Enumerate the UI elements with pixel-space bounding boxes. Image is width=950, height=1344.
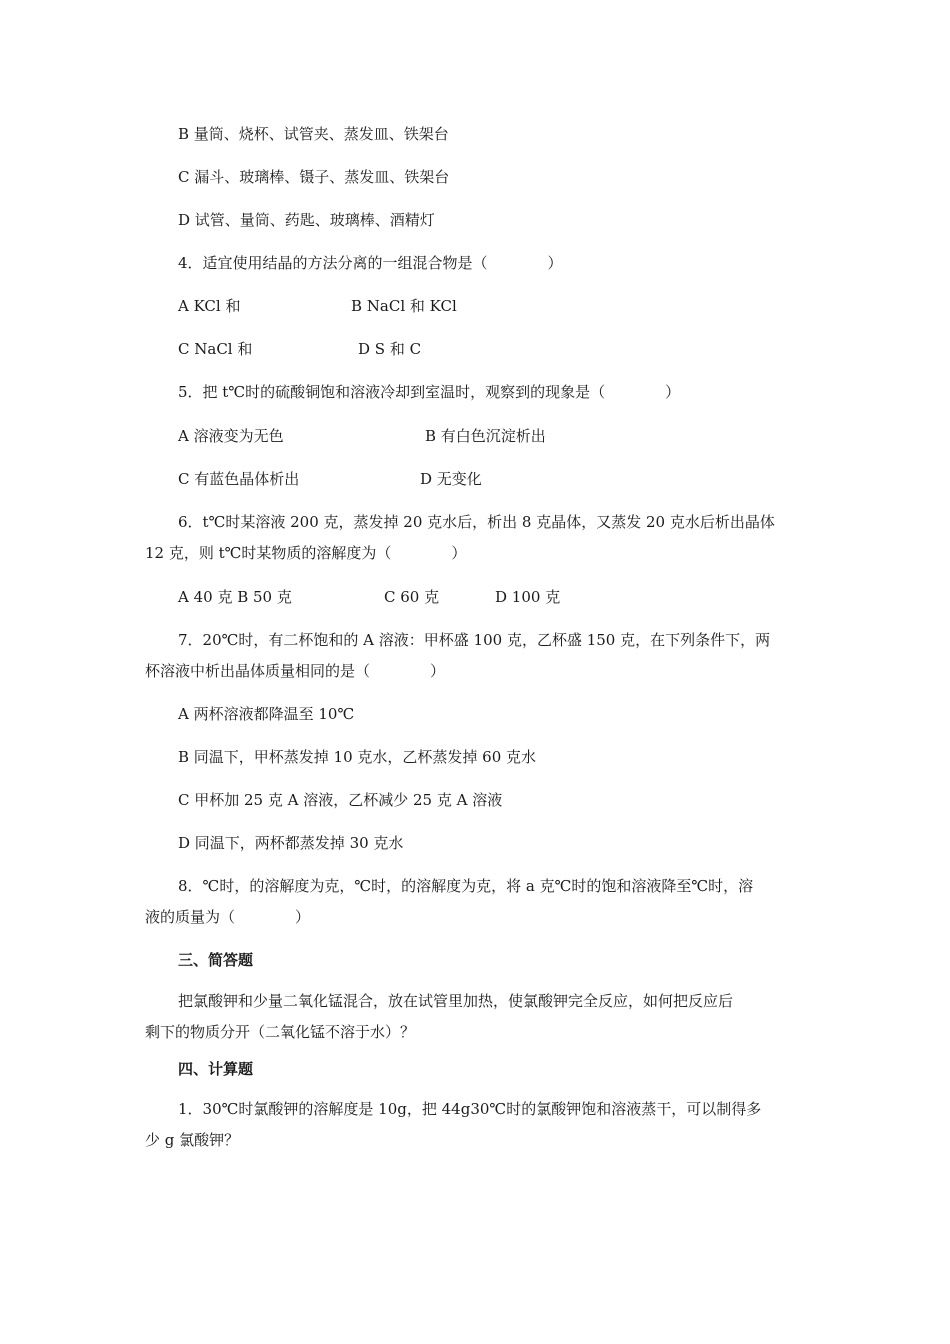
q5-stem: 5．把 t℃时的硫酸铜饱和溶液冷却到室温时，观察到的现象是（ ）	[178, 383, 681, 401]
q3-option-d: D 试管、量筒、药匙、玻璃棒、酒精灯	[178, 211, 435, 229]
q8-stem-line2: 液的质量为（ ）	[145, 908, 311, 926]
q5-option-d: D 无变化	[420, 470, 482, 488]
q7-option-d: D 同温下，两杯都蒸发掉 30 克水	[178, 834, 404, 852]
q8-stem-line1: 8．℃时，的溶解度为克，℃时，的溶解度为克，将 a 克℃时的饱和溶液降至℃时，溶	[178, 877, 754, 895]
q4-stem: 4．适宜使用结晶的方法分离的一组混合物是（ ）	[178, 254, 563, 272]
q6-option-c: C 60 克	[384, 588, 440, 606]
q4-option-a: A KCl 和	[178, 297, 241, 315]
calculation-q1-line2: 少 g 氯酸钾？	[145, 1131, 240, 1149]
q5-option-c: C 有蓝色晶体析出	[178, 470, 300, 488]
q7-stem-line1: 7．20℃时，有二杯饱和的 A 溶液：甲杯盛 100 克，乙杯盛 150 克，在下列条件下，两	[178, 631, 771, 649]
short-answer-text-line2: 剩下的物质分开（二氧化锰不溶于水）？	[145, 1023, 416, 1041]
section-heading-short-answer: 三、简答题	[178, 951, 254, 969]
section-heading-calculation: 四、计算题	[178, 1060, 254, 1078]
q6-stem-line1: 6．t℃时某溶液 200 克，蒸发掉 20 克水后，析出 8 克晶体，又蒸发 20 克水后析出晶体	[178, 513, 775, 531]
q4-option-c: C NaCl 和	[178, 340, 253, 358]
q7-option-a: A 两杯溶液都降温至 10℃	[178, 705, 355, 723]
q7-option-c: C 甲杯加 25 克 A 溶液，乙杯减少 25 克 A 溶液	[178, 791, 503, 809]
q4-option-d: D S 和 C	[358, 340, 422, 358]
q6-options-ab: A 40 克 B 50 克	[178, 588, 292, 606]
q7-stem-line2: 杯溶液中析出晶体质量相同的是（ ）	[145, 662, 446, 680]
q5-option-b: B 有白色沉淀析出	[425, 427, 546, 445]
q4-option-b: B NaCl 和 KCl	[351, 297, 457, 315]
q3-option-c: C 漏斗、玻璃棒、镊子、蒸发皿、铁架台	[178, 168, 450, 186]
q6-stem-line2: 12 克，则 t℃时某物质的溶解度为（ ）	[145, 544, 467, 562]
q7-option-b: B 同温下，甲杯蒸发掉 10 克水，乙杯蒸发掉 60 克水	[178, 748, 537, 766]
calculation-q1-line1: 1．30℃时氯酸钾的溶解度是 10g，把 44g30℃时的氯酸钾饱和溶液蒸干，可以制得多	[178, 1100, 762, 1118]
short-answer-text-line1: 把氯酸钾和少量二氧化锰混合，放在试管里加热，使氯酸钾完全反应，如何把反应后	[178, 992, 734, 1010]
q6-option-d: D 100 克	[495, 588, 561, 606]
q5-option-a: A 溶液变为无色	[178, 427, 284, 445]
q3-option-b: B 量筒、烧杯、试管夹、蒸发皿、铁架台	[178, 125, 449, 143]
